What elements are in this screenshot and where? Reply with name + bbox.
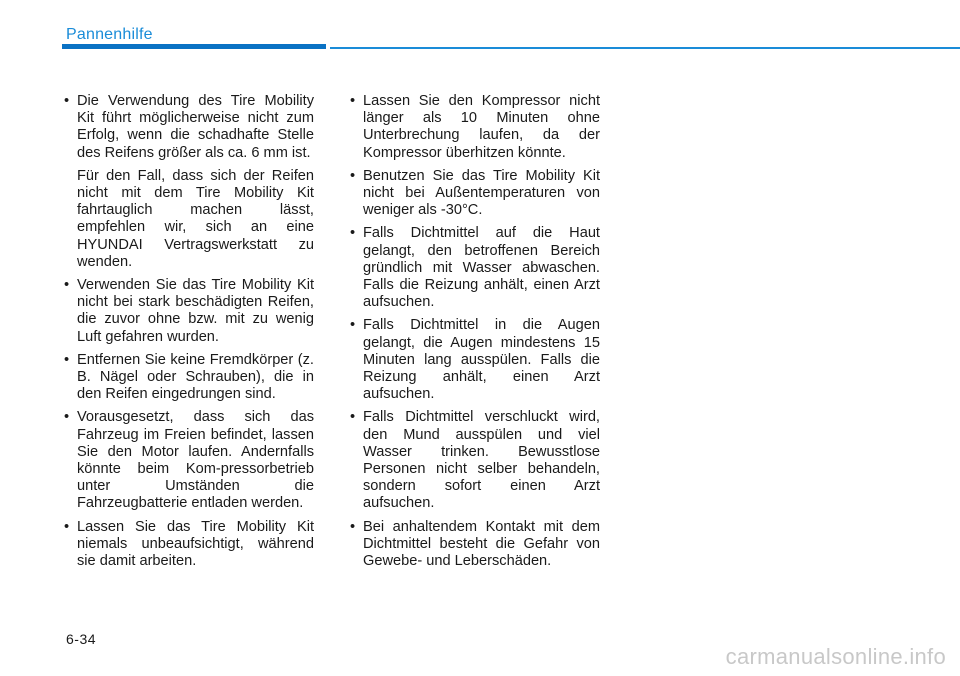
header-rule-thick xyxy=(62,44,326,49)
bullet-text: • Falls Dichtmittel verschluckt wird, den Mund ausspülen und viel Wasser trinken. Bewusstlose Personen nicht selber behandeln, sondern sofort einen Arzt aufsuchen. xyxy=(363,409,600,512)
list-item xyxy=(350,225,600,311)
list-item xyxy=(350,317,600,403)
bullet-text: • Benutzen Sie das Tire Mobility Kit nicht bei Außentemperaturen von weniger als -30°C. xyxy=(363,167,600,219)
section-title: Pannenhilfe xyxy=(66,26,153,43)
bullet-text: • Die Verwendung des Tire Mobility Kit führt möglicherweise nicht zum Erfolg, wenn die schadhafte Stelle des Reifens größer als ca. 6 mm ist. xyxy=(77,93,314,161)
right-column xyxy=(350,93,600,576)
list-item xyxy=(350,519,600,571)
bullet-text: • Falls Dichtmittel auf die Haut gelangt, den betroffenen Bereich gründlich mit Wasser abwaschen. Falls die Reizung anhält, einen Arzt aufsuchen. xyxy=(363,225,600,311)
right-bullet-list xyxy=(350,93,600,570)
left-column xyxy=(64,93,314,576)
bullet-text: • Lassen Sie das Tire Mobility Kit niemals unbeaufsichtigt, während sie damit arbeiten. xyxy=(77,518,314,570)
bullet-text: • Lassen Sie den Kompressor nicht länger als 10 Minuten ohne Unterbrechung laufen, da der Kompressor überhitzen könnte. xyxy=(363,93,600,161)
header-rule-thin xyxy=(330,47,960,49)
watermark: carmanualsonline.info xyxy=(725,644,946,669)
bullet-text: • Vorausgesetzt, dass sich das Fahrzeug im Freien befindet, lassen Sie den Motor laufen. Andernfalls könnte beim Kom-pressorbetrieb unter Umständen die Fahrzeugbatterie entladen werden. xyxy=(77,409,314,512)
bullet-text: • Bei anhaltendem Kontakt mit dem Dichtmittel besteht die Gefahr von Gewebe- und Leberschäden. xyxy=(363,518,600,570)
list-item xyxy=(64,409,314,512)
bullet-continuation: Für den Fall, dass sich der Reifen nicht mit dem Tire Mobility Kit fahrtauglich machen lässt, empfehlen wir, sich an eine HYUNDAI Vertragswerkstatt zu wenden. xyxy=(77,167,314,270)
bullet-text: • Entfernen Sie keine Fremdkörper (z. B. Nägel oder Schrauben), die in den Reifen eingedrungen sind. xyxy=(77,351,314,403)
list-item xyxy=(350,93,600,162)
list-item xyxy=(350,409,600,512)
bullet-text: • Falls Dichtmittel in die Augen gelangt, die Augen mindestens 15 Minuten lang ausspülen. Falls die Reizung anhält, einen Arzt aufsuchen. xyxy=(363,317,600,403)
list-item xyxy=(64,519,314,571)
page-header xyxy=(0,0,960,60)
list-item xyxy=(64,277,314,346)
page-number: 6-34 xyxy=(66,631,97,647)
bullet-text: • Verwenden Sie das Tire Mobility Kit nicht bei stark beschädigten Reifen, die zuvor ohne bzw. mit zu wenig Luft gefahren wurden. xyxy=(77,277,314,345)
list-item xyxy=(64,352,314,404)
list-item xyxy=(350,168,600,220)
list-item xyxy=(64,93,314,271)
left-bullet-list xyxy=(64,93,314,570)
